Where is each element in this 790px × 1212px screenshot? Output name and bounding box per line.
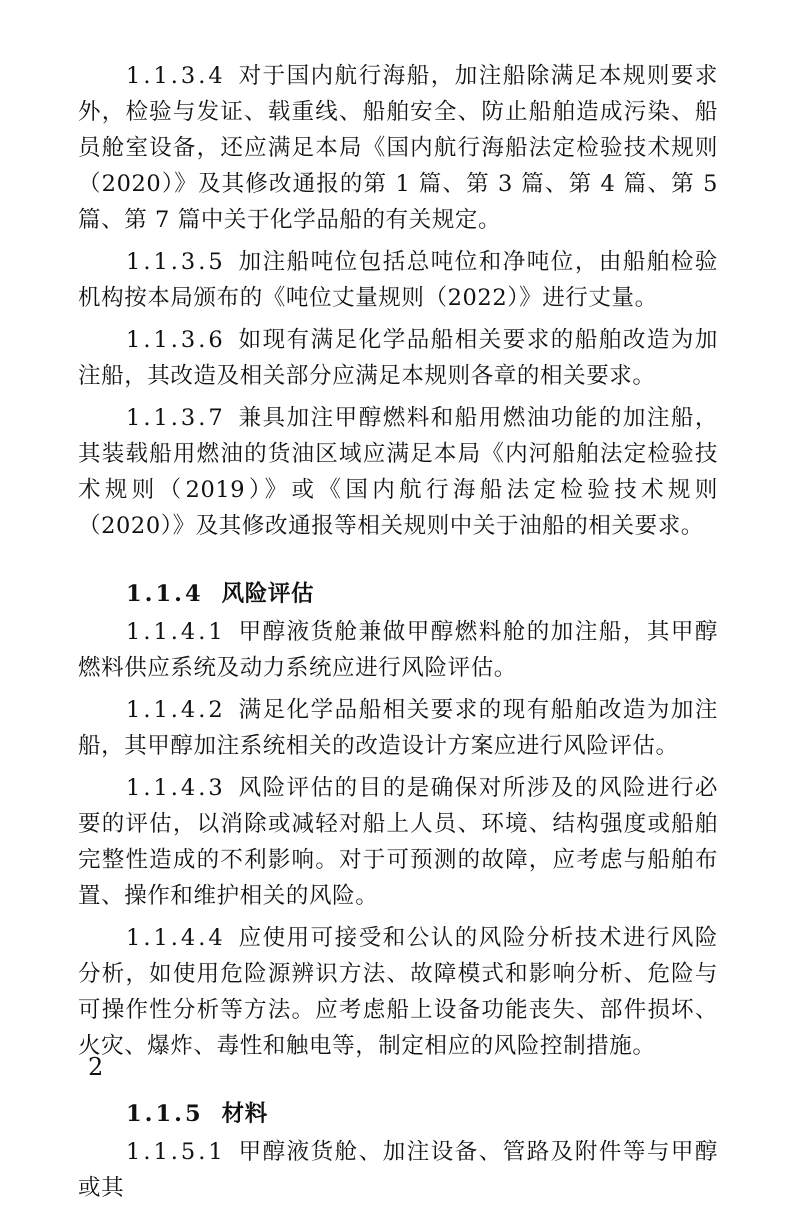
clause-text: 如现有满足化学品船相关要求的船舶改造为加注船，其改造及相关部分应满足本规则各章的相关要求。 [78,327,718,389]
section-title: 材料 [221,1101,268,1127]
clause-number: 1.1.5.1 [126,1139,226,1165]
page-number: 2 [88,1053,104,1081]
clause-1-1-5-1 [78,1134,718,1206]
clause-1-1-3-7 [78,400,718,544]
clause-1-1-4-3 [78,770,718,914]
clause-number: 1.1.4.3 [126,775,226,801]
section-number: 1.1.4 [126,581,204,607]
section-number: 1.1.5 [126,1101,204,1127]
section-heading-1-1-4 [78,576,718,612]
clause-number: 1.1.4.4 [126,925,226,951]
clause-text: 对于国内航行海船，加注船除满足本规则要求外，检验与发证、载重线、船舶安全、防止船舶造成污染、船员舱室设备，还应满足本局《国内航行海船法定检验技术规则（2020）》及其修改通报的第 1 篇、第 3 篇、第 4 篇、第 5 篇、第 7 篇中关于化学品船的有关规定。 [78,63,718,233]
clause-text: 满足化学品船相关要求的现有船舶改造为加注船，其甲醇加注系统相关的改造设计方案应进行风险评估。 [78,697,718,759]
clause-text: 加注船吨位包括总吨位和净吨位，由船舶检验机构按本局颁布的《吨位丈量规则（2022）》进行丈量。 [78,249,718,311]
document-page [78,58,718,1212]
clause-number: 1.1.3.5 [126,249,226,275]
clause-1-1-3-4 [78,58,718,238]
clause-number: 1.1.3.7 [126,405,226,431]
clause-number: 1.1.3.4 [126,63,226,89]
clause-text: 甲醇液货舱兼做甲醇燃料舱的加注船，其甲醇燃料供应系统及动力系统应进行风险评估。 [78,619,718,681]
section-title: 风险评估 [221,581,315,607]
clause-1-1-4-4 [78,920,718,1064]
clause-number: 1.1.4.1 [126,619,226,645]
clause-number: 1.1.3.6 [126,327,226,353]
clause-text: 应使用可接受和公认的风险分析技术进行风险分析，如使用危险源辨识方法、故障模式和影响分析、危险与可操作性分析等方法。应考虑船上设备功能丧失、部件损坏、火灾、爆炸、毒性和触电等，制定相应的风险控制措施。 [78,925,718,1059]
clause-1-1-4-2 [78,692,718,764]
clause-1-1-4-1 [78,614,718,686]
clause-1-1-3-6 [78,322,718,394]
clause-number: 1.1.4.2 [126,697,226,723]
clause-text: 风险评估的目的是确保对所涉及的风险进行必要的评估，以消除或减轻对船上人员、环境、结构强度或船舶完整性造成的不利影响。对于可预测的故障，应考虑与船舶布置、操作和维护相关的风险。 [78,775,718,909]
section-heading-1-1-5 [78,1096,718,1132]
clause-text: 兼具加注甲醇燃料和船用燃油功能的加注船，其装载船用燃油的货油区域应满足本局《内河船舶法定检验技术规则（2019）》或《国内航行海船法定检验技术规则（2020）》及其修改通报等相关规则中关于油船的相关要求。 [78,405,718,539]
clause-text: 甲醇液货舱、加注设备、管路及附件等与甲醇或其 [78,1139,718,1201]
clause-1-1-3-5 [78,244,718,316]
